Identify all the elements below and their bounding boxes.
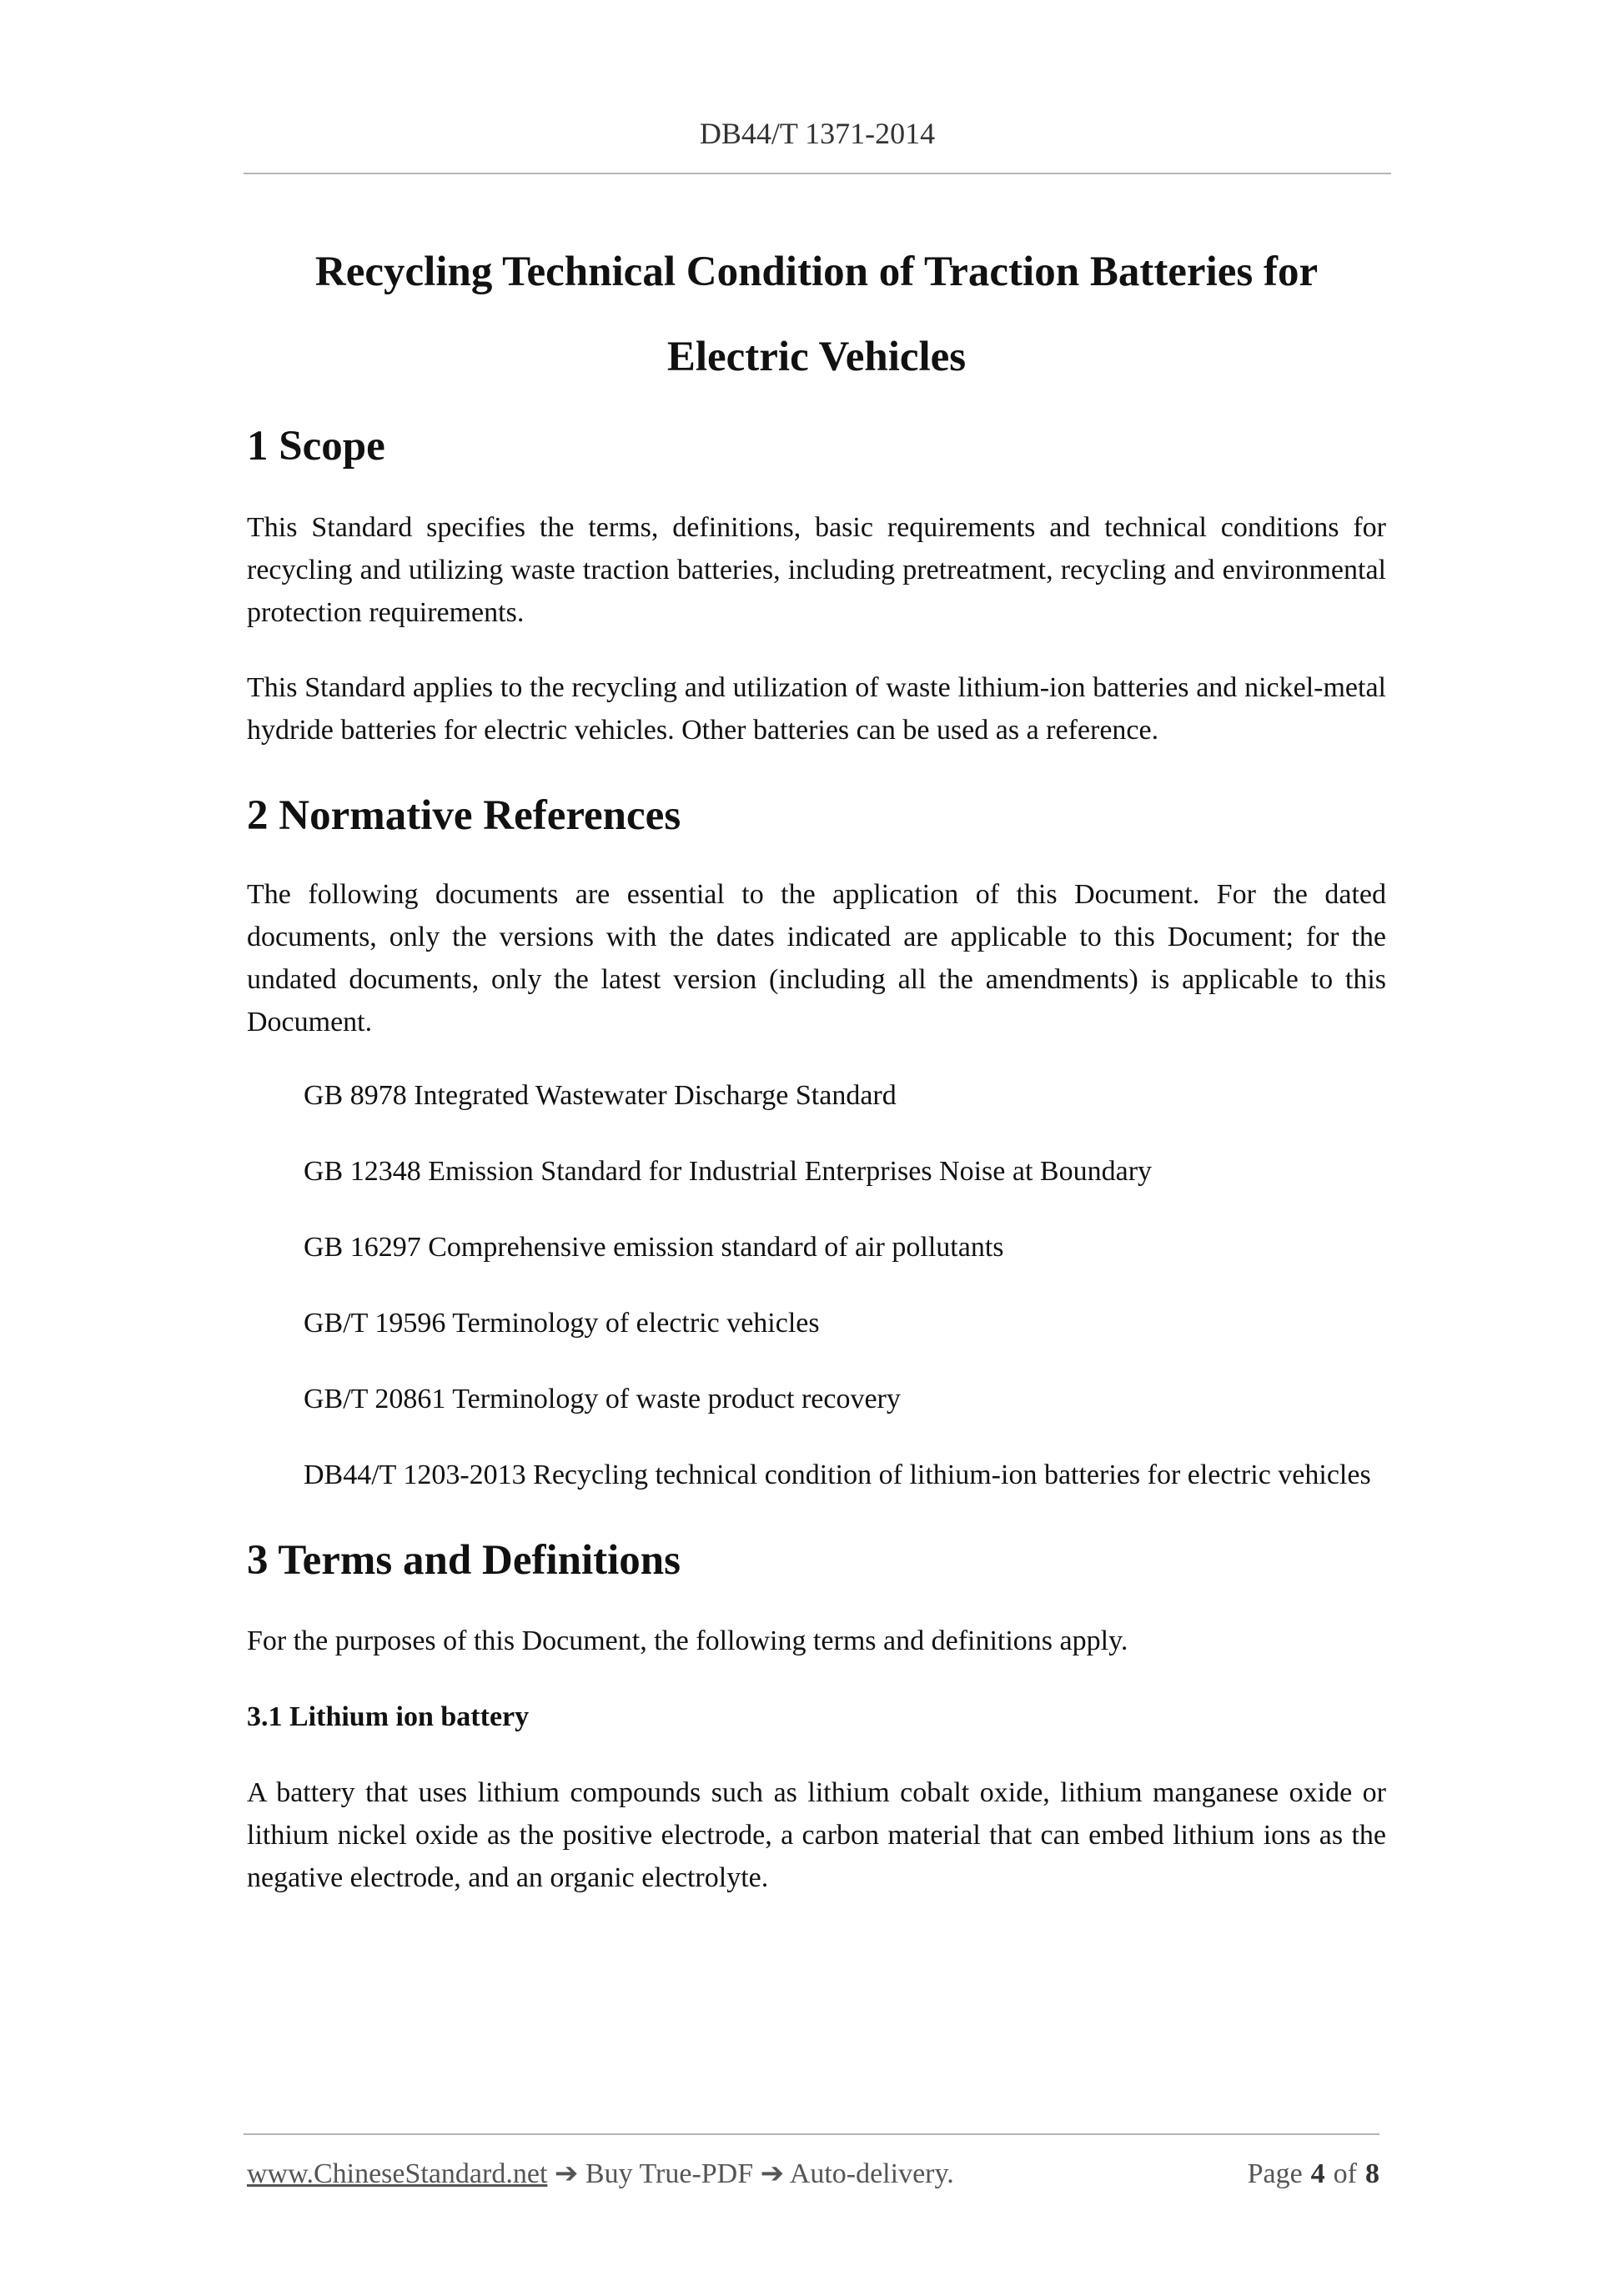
normative-paragraph: The following documents are essential to the application of this Document. For the dated documents, only the versions with the dates indicated are applicable to this Document; for the undated documents, only the latest version (including all the amendments) is applicable to this Document. <box>247 879 1386 1037</box>
reference-list <box>247 1074 1386 1496</box>
section-heading-normative-references: 2 Normative References <box>247 792 681 839</box>
page-number <box>1248 2154 1379 2194</box>
total-page-number: 8 <box>1365 2158 1379 2189</box>
page-label: Page <box>1247 2158 1303 2189</box>
term-heading-lithium-ion-battery: 3.1 Lithium ion battery <box>247 1701 530 1732</box>
current-page-number: 4 <box>1310 2158 1325 2189</box>
scope-paragraph-1: This Standard specifies the terms, definitions, basic requirements and technical conditions for recycling and utilizing waste traction batteries, including pretreatment, recycling and environmental protection requirements. <box>247 512 1386 628</box>
reference-item: GB/T 19596 Terminology of electric vehicles <box>304 1308 820 1339</box>
reference-item: GB 12348 Emission Standard for Industrial Enterprises Noise at Boundary <box>304 1156 1153 1187</box>
of-label: of <box>1333 2158 1357 2189</box>
scope-paragraph-2: This Standard applies to the recycling and utilization of waste lithium-ion batteries and nickel-metal hydride batteries for electric vehicles. Other batteries can be used as a reference. <box>247 672 1386 746</box>
term-definition-lithium-ion-battery: A battery that uses lithium compounds such as lithium cobalt oxide, lithium manganese oxide or lithium nickel oxide as the positive electrode, a carbon material that can embed lithium ions as the negative electrode, and an organic electrolyte. <box>247 1777 1386 1893</box>
auto-delivery-text: Auto-delivery. <box>789 2158 954 2189</box>
arrow-right-icon: ➔ <box>760 2158 785 2189</box>
document-body <box>247 229 1386 1899</box>
section-heading-terms-definitions: 3 Terms and Definitions <box>247 1537 681 1584</box>
arrow-right-icon: ➔ <box>554 2158 579 2189</box>
section-heading-scope: 1 Scope <box>247 423 385 470</box>
reference-item: GB 16297 Comprehensive emission standard of air pollutants <box>304 1232 1004 1263</box>
reference-item: DB44/T 1203-2013 Recycling technical condition of lithium-ion batteries for electric vehicles <box>304 1459 1371 1490</box>
reference-item: GB/T 20861 Terminology of waste product recovery <box>304 1384 901 1414</box>
title-line-1: Recycling Technical Condition of Traction Batteries for <box>314 249 1319 295</box>
document-title <box>247 229 1386 399</box>
header-divider <box>244 173 1391 174</box>
terms-intro-paragraph: For the purposes of this Document, the following terms and definitions apply. <box>247 1625 1128 1656</box>
footer-divider <box>244 2133 1379 2135</box>
title-line-2: Electric Vehicles <box>666 334 967 380</box>
document-code-header: DB44/T 1371-2014 <box>699 117 936 150</box>
reference-item: GB 8978 Integrated Wastewater Discharge Standard <box>304 1080 897 1111</box>
footer-promo <box>247 2154 954 2194</box>
website-link[interactable]: www.ChineseStandard.net <box>247 2158 548 2189</box>
buy-pdf-text: Buy True-PDF <box>585 2158 754 2189</box>
